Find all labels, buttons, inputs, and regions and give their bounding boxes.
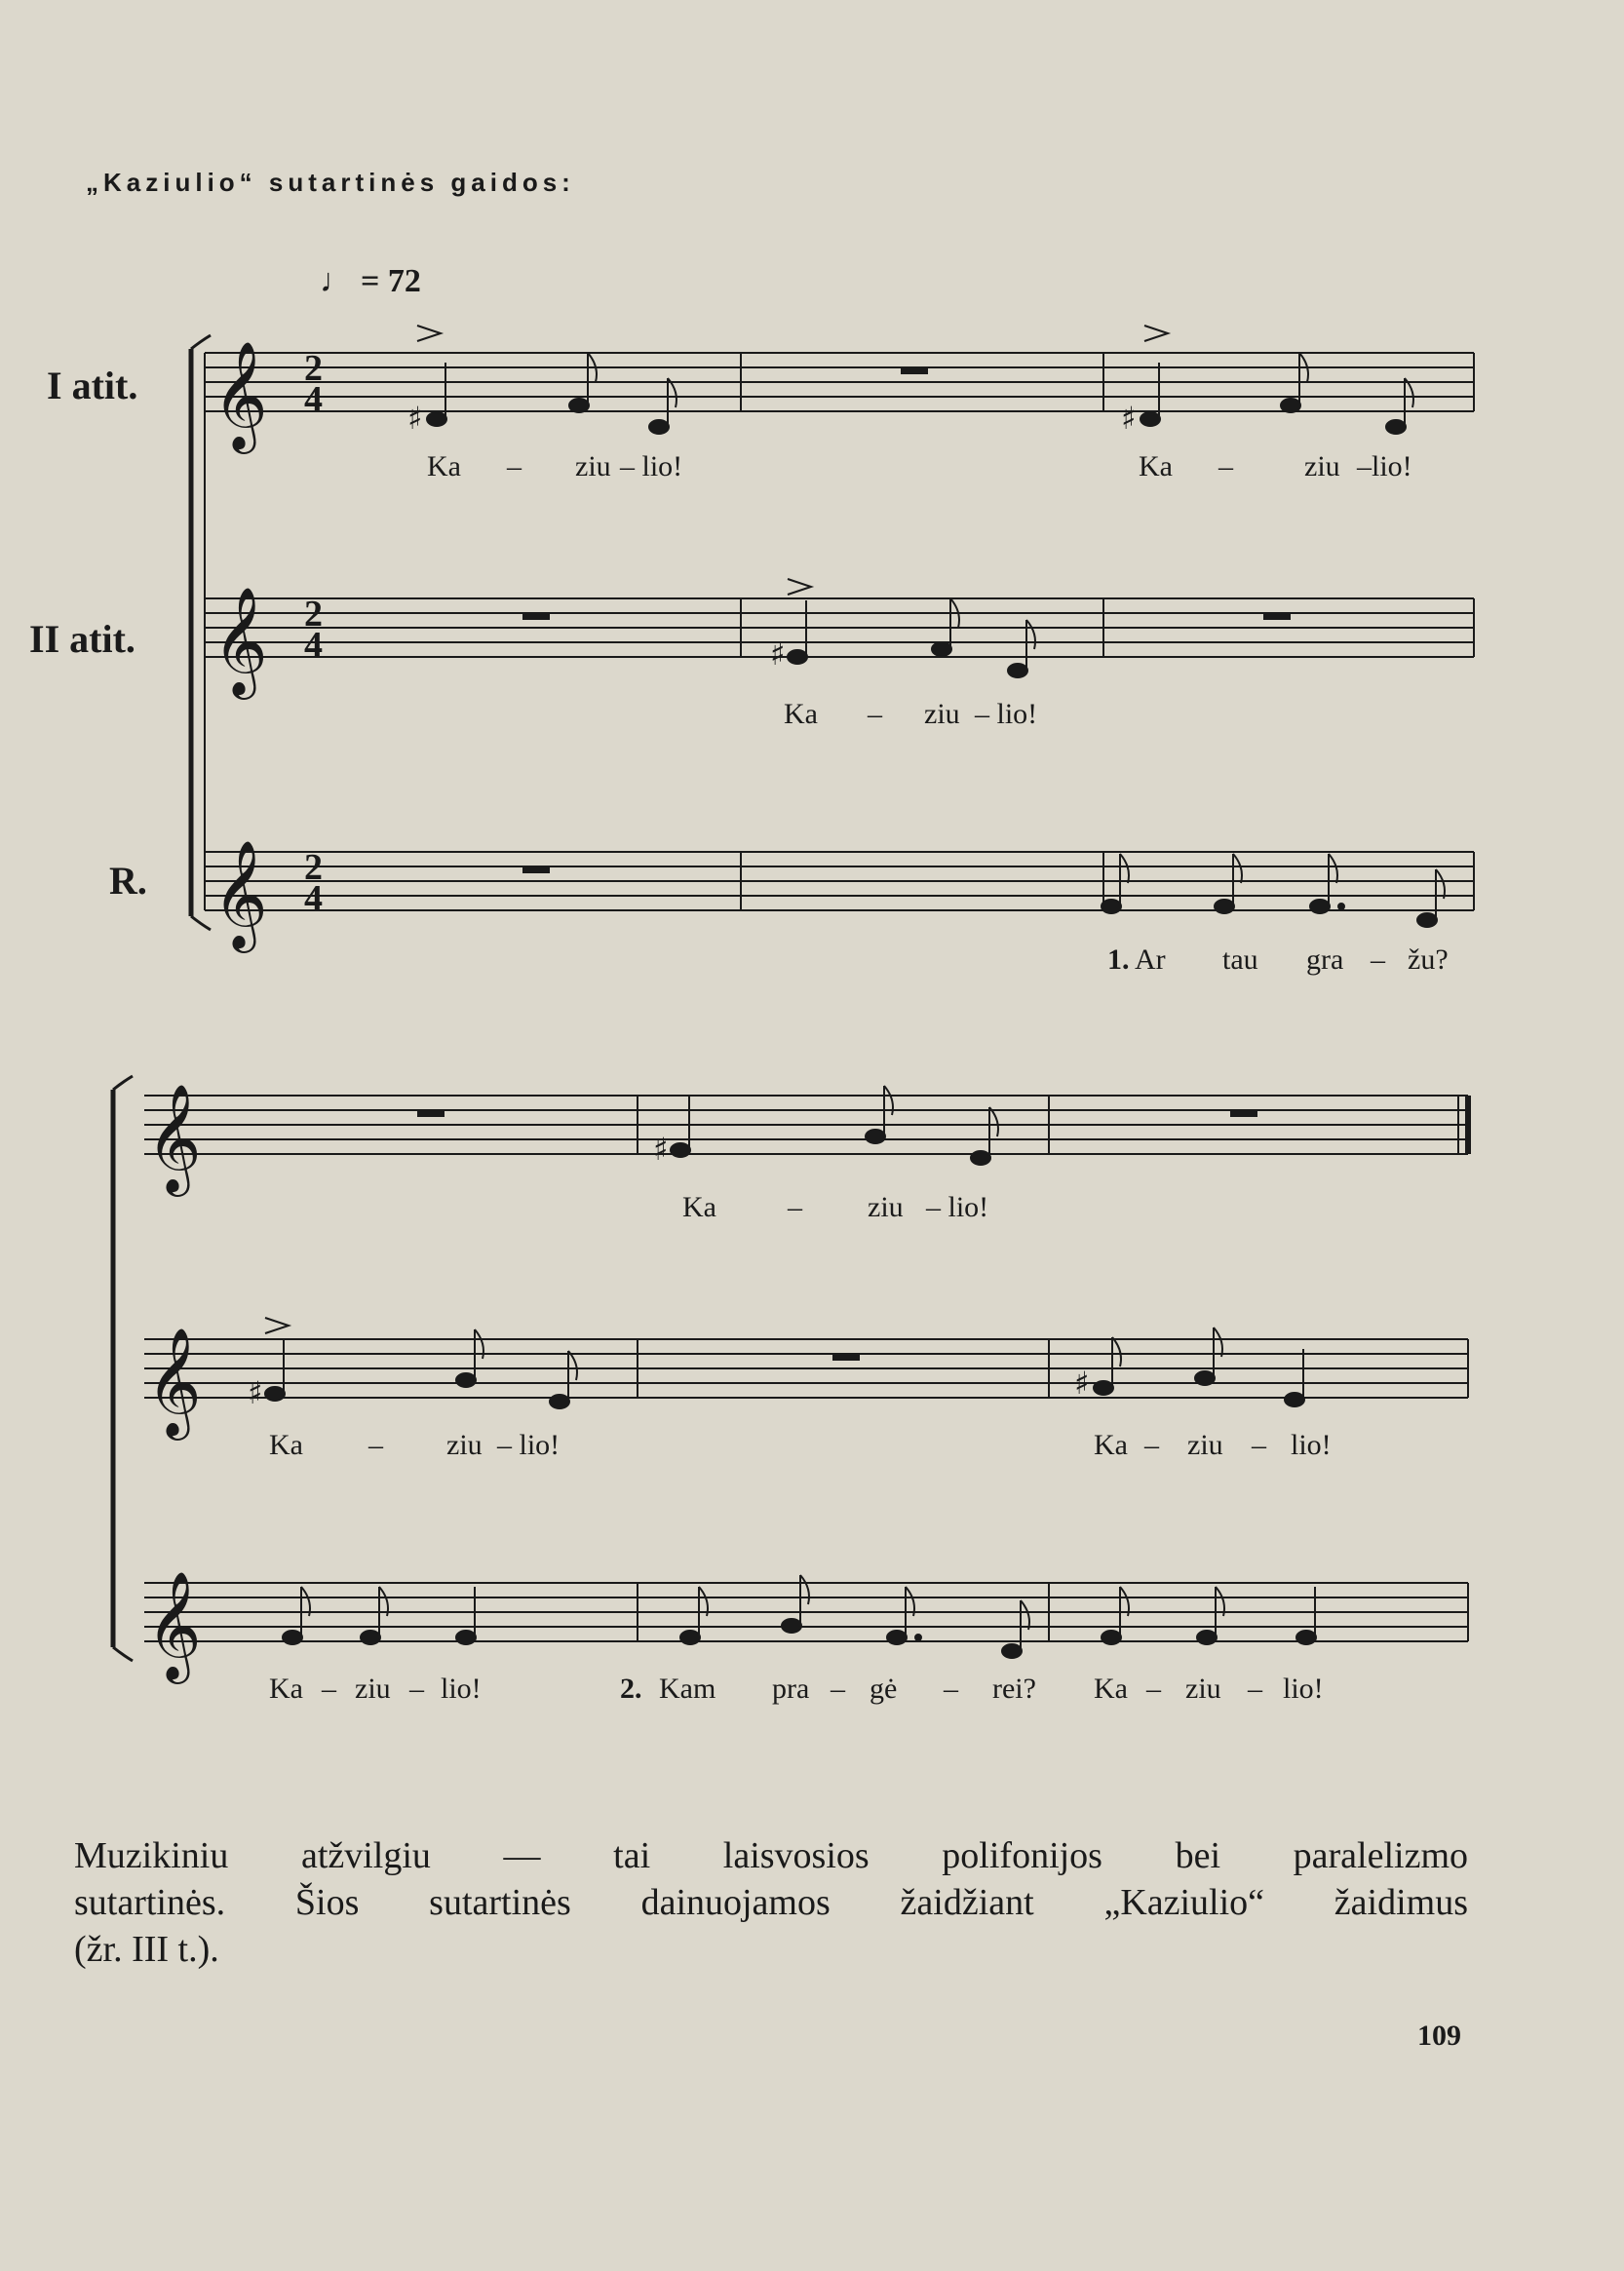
lyric-syllable: Kam [659, 1673, 716, 1705]
treble-clef-icon: 𝄞 [213, 586, 268, 695]
lyric-hyphen: – [368, 1429, 383, 1461]
paragraph-line: (žr. III t.). [74, 1929, 219, 1970]
lyric-syllable: lio! [1291, 1429, 1332, 1461]
lyric-syllable: tau [1222, 943, 1258, 976]
time-sig-bottom: 4 [304, 379, 323, 420]
lyric-hyphen: – [868, 698, 882, 730]
voice-label-third: R. [109, 859, 147, 903]
lyric-syllable: gra [1306, 943, 1344, 976]
lyric-syllable: Ar [1135, 943, 1166, 976]
quarter-note-icon: ♩ [320, 263, 353, 299]
notes-v3-s1 [1102, 854, 1445, 927]
lyric-syllable: ziu [1187, 1429, 1223, 1461]
paragraph-line: sutartinės. Šios sutartinės dainuojamos žaidžiant „Kaziulio“ žaidimus [74, 1882, 1468, 1923]
notes-v3-s2 [283, 1575, 1316, 1658]
lyric-syllable: ziu [1304, 450, 1340, 482]
svg-text:♯: ♯ [653, 1131, 669, 1168]
lyric-syllable: ziu [355, 1673, 391, 1705]
lyric-syllable: rei? [992, 1673, 1036, 1705]
lyric-hyphen: – [507, 450, 522, 482]
voice-label-first: I atit. [47, 364, 138, 407]
system-1-staves [191, 335, 1474, 930]
lyric-hyphen: – [1371, 943, 1385, 976]
tempo-value: = 72 [361, 263, 421, 299]
treble-clef-icon: 𝄞 [213, 340, 268, 449]
page-number: 109 [1417, 2020, 1461, 2052]
lyric-hyphen: – [1252, 1429, 1266, 1461]
lyric-syllable: Ka [1139, 450, 1173, 482]
rests-s2 [417, 1110, 1257, 1361]
svg-text:♯: ♯ [1074, 1365, 1090, 1402]
voice-label-second: II atit. [29, 617, 135, 661]
lyric-syllable: ziu [446, 1429, 483, 1461]
lyric-syllable: ziu [924, 698, 960, 730]
lyric-hyphen: – [1144, 1429, 1159, 1461]
lyric-hyphen: – [944, 1673, 958, 1705]
svg-text:♯: ♯ [407, 400, 423, 437]
lyric-hyphen: – [409, 1673, 424, 1705]
svg-text:♯: ♯ [1121, 400, 1137, 437]
lyric-syllable: Ka [682, 1191, 716, 1223]
treble-clef-icon: 𝄞 [213, 839, 268, 948]
lyric-syllable: ziu [1185, 1673, 1221, 1705]
lyric-syllable: ziu [575, 450, 611, 482]
paragraph-line: Muzikiniu atžvilgiu — tai laisvosios polifonijos bei paralelizmo [74, 1835, 1468, 1876]
lyric-syllable: – lio! [497, 1429, 561, 1461]
lyric-syllable: pra [772, 1673, 810, 1705]
description-paragraph [74, 1832, 1468, 1973]
treble-clef-icon: 𝄞 [146, 1083, 202, 1192]
lyric-syllable: Ka [427, 450, 461, 482]
lyric-hyphen: – [831, 1673, 845, 1705]
lyric-syllable: – lio! [926, 1191, 989, 1223]
verse-number: 1. [1107, 943, 1130, 976]
lyric-hyphen: – [322, 1673, 336, 1705]
lyric-syllable: –lio! [1357, 450, 1412, 482]
lyric-syllable: Ka [269, 1673, 303, 1705]
system-2-staves [113, 1076, 1468, 1661]
lyric-syllable: lio! [1283, 1673, 1324, 1705]
lyric-syllable: Ka [784, 698, 818, 730]
lyric-syllable: lio! [441, 1673, 482, 1705]
lyric-syllable: Ka [1094, 1673, 1128, 1705]
treble-clef-icon: 𝄞 [146, 1327, 202, 1436]
lyric-hyphen: – [1146, 1673, 1161, 1705]
lyric-syllable: ziu [868, 1191, 904, 1223]
time-sig-top: 2 [304, 594, 323, 635]
lyric-syllable: žu? [1408, 943, 1449, 976]
lyric-hyphen: – [788, 1191, 802, 1223]
time-sig-bottom: 4 [304, 625, 323, 666]
rests [522, 367, 1291, 873]
svg-text:♯: ♯ [248, 1374, 263, 1411]
lyric-hyphen: – [1218, 450, 1233, 482]
treble-clef-icon: 𝄞 [146, 1570, 202, 1679]
lyric-syllable: – lio! [975, 698, 1038, 730]
score-title: „Kaziulio“ sutartinės gaidos: [86, 168, 575, 197]
notes-v1-s2 [653, 1086, 998, 1168]
lyric-syllable: – lio! [620, 450, 683, 482]
lyric-syllable: gė [870, 1673, 898, 1705]
verse-number: 2. [620, 1673, 642, 1705]
lyric-syllable: Ka [1094, 1429, 1128, 1461]
time-sig-bottom: 4 [304, 878, 323, 919]
time-sig-top: 2 [304, 348, 323, 389]
svg-text:♯: ♯ [770, 635, 786, 673]
time-sig-top: 2 [304, 847, 323, 888]
lyric-hyphen: – [1248, 1673, 1262, 1705]
lyric-syllable: Ka [269, 1429, 303, 1461]
